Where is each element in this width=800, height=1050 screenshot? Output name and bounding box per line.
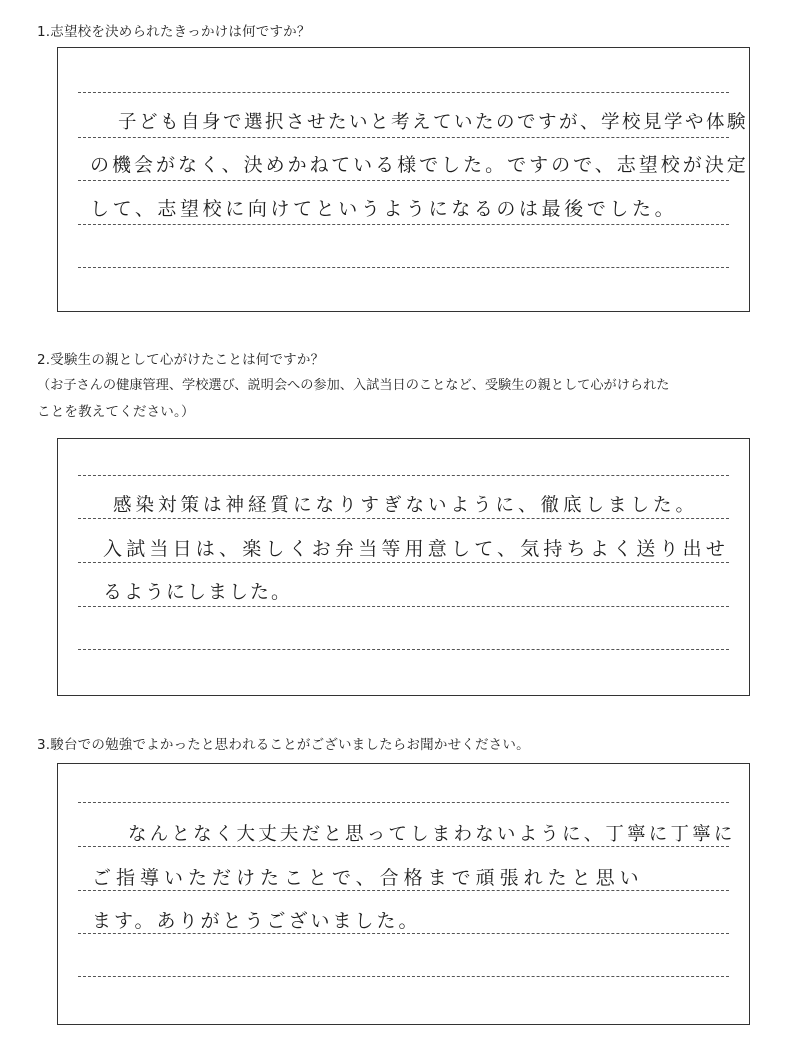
answer-box-2 bbox=[57, 438, 750, 696]
ruled-line bbox=[78, 846, 729, 847]
answer-box-3 bbox=[57, 763, 750, 1025]
ruled-line bbox=[78, 475, 729, 476]
ruled-line bbox=[78, 802, 729, 803]
ruled-line bbox=[78, 92, 729, 93]
ruled-line bbox=[78, 649, 729, 650]
ruled-line bbox=[78, 180, 729, 181]
answer-box-1 bbox=[57, 47, 750, 312]
ruled-line bbox=[78, 890, 729, 891]
ruled-line bbox=[78, 933, 729, 934]
question-1-prompt: 1.志望校を決められたきっかけは何ですか？ bbox=[37, 24, 311, 40]
question-2-prompt: 2.受験生の親として心がけたことは何ですか？ bbox=[37, 352, 325, 368]
answer-1-line-2: の機会がなく、決めかねている様でした。ですので、志望校が決定 bbox=[90, 154, 749, 176]
answer-1-line-3: して、志望校に向けてというようになるのは最後でした。 bbox=[90, 198, 678, 220]
ruled-line bbox=[78, 606, 729, 607]
answer-2-line-1: 感染対策は神経質になりすぎないように、徹底しました。 bbox=[113, 495, 699, 516]
answer-3-line-1: なんとなく大丈夫だと思ってしまわないように、丁寧に丁寧に bbox=[128, 824, 736, 845]
ruled-line bbox=[78, 976, 729, 977]
answer-2-line-3: るようにしました。 bbox=[103, 581, 293, 603]
question-2-note-line-1: （お子さんの健康管理、学校選び、説明会への参加、入試当日のことなど、受験生の親として心がけられた bbox=[37, 378, 670, 393]
answer-3-line-3: ます。ありがとうございました。 bbox=[92, 910, 421, 932]
answer-3-line-2: ご指導いただけたことで、合格まで頑張れたと思い bbox=[92, 867, 644, 889]
ruled-line bbox=[78, 562, 729, 563]
ruled-line bbox=[78, 267, 729, 268]
answer-1-line-1: 子ども自身で選択させたいと考えていたのですが、学校見学や体験 bbox=[118, 112, 749, 133]
question-3-prompt: 3.駿台での勉強でよかったと思われることがございましたらお聞かせください。 bbox=[37, 737, 530, 753]
ruled-line bbox=[78, 518, 729, 519]
ruled-line bbox=[78, 137, 729, 138]
answer-2-line-2: 入試当日は、楽しくお弁当等用意して、気持ちよく送り出せ bbox=[103, 538, 730, 560]
question-2-note-line-2: ことを教えてください。） bbox=[37, 404, 195, 420]
ruled-line bbox=[78, 224, 729, 225]
